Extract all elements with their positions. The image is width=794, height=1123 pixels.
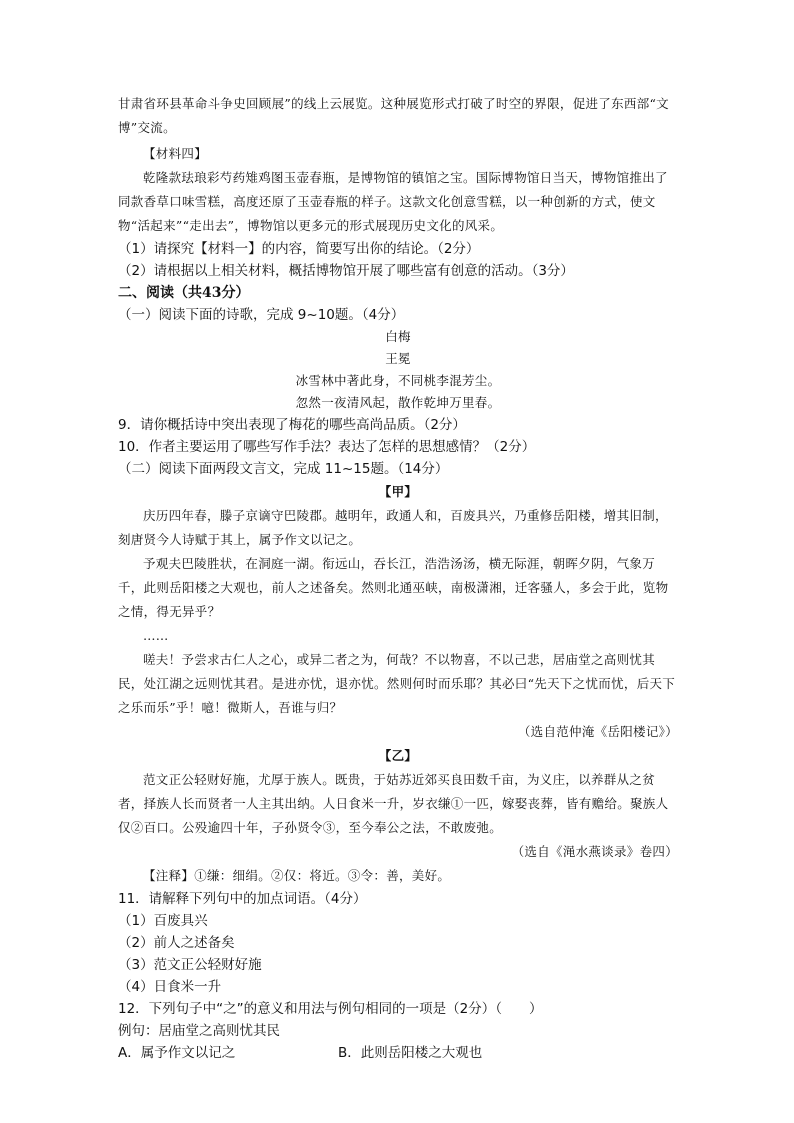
part1-intro: （一）阅读下面的诗歌，完成 9~10题。（4分）	[118, 307, 405, 323]
passage-jia-paragraph-1: 庆历四年春，滕子京谪守巴陵郡。越明年，政通人和，百废具兴，乃重修岳阳楼，增其旧制，刻唐贤今人诗赋于其上，属予作文以记之。	[118, 508, 668, 547]
poem-title: 白梅	[385, 329, 411, 344]
question-12-options	[118, 1042, 678, 1064]
material4-body: 乾隆款珐琅彩芍药雉鸡图玉壶春瓶，是博物馆的镇馆之宝。国际博物馆日当天，博物馆推出了同款香草口味雪糕，高度还原了玉壶春瓶的样子。这款文化创意雪糕，以一种创新的方式，使文物“活起来”“走出去”，博物馆以更多元的形式展现历史文化的风采。	[118, 170, 668, 233]
question-10: 10．作者主要运用了哪些写作手法？表达了怎样的思想感情？（2分）	[118, 439, 536, 455]
section-heading-reading: 二、阅读（共43分）	[118, 285, 250, 301]
question-11-item-1: （1）百废具兴	[118, 913, 208, 929]
question-11-item-3: （3）范文正公轻财好施	[118, 957, 262, 973]
poem-line-2: 忽然一夜清风起，散作乾坤万里春。	[295, 395, 501, 410]
part2-intro: （二）阅读下面两段文言文，完成 11~15题。（14分）	[118, 461, 449, 477]
document-page	[118, 92, 678, 1064]
question-12: 12．下列句子中“之”的意义和用法与例句相同的一项是（2分）（ ）	[118, 1001, 543, 1017]
question-12-example: 例句：居庙堂之高则忧其民	[118, 1023, 280, 1039]
passage-jia-paragraph-2: 予观夫巴陵胜状，在洞庭一湖。衔远山，吞长江，浩浩汤汤，横无际涯，朝晖夕阴，气象万千，此则岳阳楼之大观也，前人之述备矣。然则北通巫峡，南极潇湘，迁客骚人，多会于此，览物之情，得无异乎？	[118, 556, 669, 619]
passage-jia-paragraph-3: 嗟夫！予尝求古仁人之心，或异二者之为，何哉？不以物喜，不以己悲，居庙堂之高则忧其民，处江湖之远则忧其君。是进亦忧，退亦忧。然则何时而乐耶？其必曰“先天下之忧而忧，后天下之乐而乐”乎！噫！微斯人，吾谁与归？	[118, 652, 676, 715]
question-11: 11．请解释下列句中的加点词语。（4分）	[118, 891, 367, 907]
passage-ellipsis: ……	[143, 628, 169, 643]
material4-title: 【材料四】	[143, 146, 208, 161]
passage-jia-title: 【甲】	[378, 484, 418, 499]
top-paragraph: 甘肃省环县革命斗争史回顾展”的线上云展览。这种展览形式打破了时空的界限，促进了东西部“文博”交流。	[118, 96, 669, 135]
question-2: （2）请根据以上相关材料，概括博物馆开展了哪些富有创意的活动。（3分）	[118, 263, 574, 279]
passage-jia-source: （选自范仲淹《岳阳楼记》）	[517, 724, 678, 739]
annotation-note: 【注释】①缣：细绢。②仅：将近。③令：善，美好。	[143, 868, 451, 883]
option-b: B．此则岳阳楼之大观也	[338, 1045, 483, 1061]
question-9: 9．请你概括诗中突出表现了梅花的哪些高尚品质。（2分）	[118, 417, 466, 433]
question-11-item-2: （2）前人之述备矣	[118, 935, 235, 951]
poem-author: 王冕	[385, 351, 411, 366]
passage-yi-paragraph-1: 范文正公轻财好施，尤厚于族人。既贵，于姑苏近郊买良田数千亩，为义庄，以养群从之贫者，择族人长而贤者一人主其出纳。人日食米一升，岁衣缣①一匹，嫁娶丧葬，皆有赡给。聚族人仅②百口。公殁逾四十年，子孙贤令③，至今奉公之法，不敢废弛。	[118, 772, 669, 835]
passage-yi-title: 【乙】	[378, 748, 418, 763]
option-a: A．属予作文以记之	[118, 1045, 236, 1061]
question-11-item-4: （4）日食米一升	[118, 979, 222, 995]
poem-line-1: 冰雪林中著此身，不同桃李混芳尘。	[295, 373, 501, 388]
passage-yi-source: （选自《渑水燕谈录》卷四）	[511, 844, 678, 859]
question-1: （1）请探究【材料一】的内容，简要写出你的结论。（2分）	[118, 241, 480, 257]
